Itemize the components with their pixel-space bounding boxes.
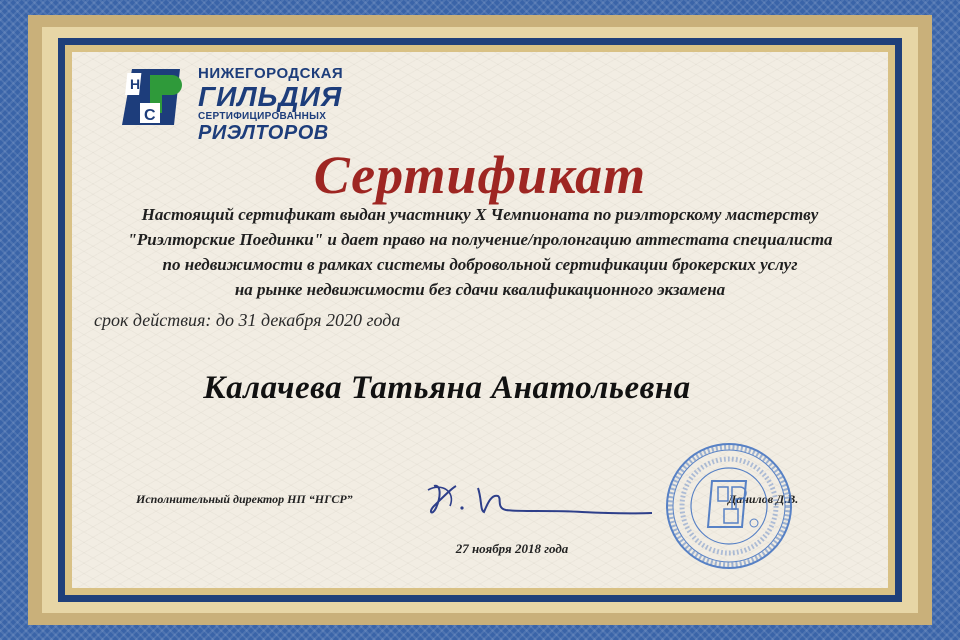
body-line: по недвижимости в рамках системы добровольной сертификации брокерских услуг xyxy=(162,255,798,274)
issue-date: 27 ноября 2018 года xyxy=(455,541,569,556)
recipient-name: Калачева Татьяна Анатольевна xyxy=(203,370,691,406)
certificate-title: Сертификат xyxy=(313,145,647,205)
logo-line-4: РИЭЛТОРОВ xyxy=(198,122,329,144)
logo-line-2: ГИЛЬДИЯ xyxy=(198,81,343,112)
guild-logo-icon xyxy=(120,67,190,137)
svg-text:H: H xyxy=(130,76,141,92)
director-title: Исполнительный директор НП “НГСР” xyxy=(136,492,353,506)
body-line: "Риэлторские Поединки" и дает право на получение/пролонгацию аттестата специалиста xyxy=(127,230,833,249)
body-line: Настоящий сертификат выдан участнику X Чемпионата по риэлторскому мастерству xyxy=(141,205,819,224)
certificate-body xyxy=(92,202,868,302)
handwritten-signature xyxy=(422,480,662,530)
validity-period: срок действия: до 31 декабря 2020 года xyxy=(94,310,401,330)
signer-name: Данилов Д.В. xyxy=(728,492,799,506)
guild-logo-text xyxy=(198,65,343,144)
logo-line-3: СЕРТИФИЦИРОВАННЫХ xyxy=(198,111,327,122)
logo-line-1: НИЖЕГОРОДСКАЯ xyxy=(198,65,344,82)
body-line: на рынке недвижимости без сдачи квалификационного экзамена xyxy=(234,280,726,299)
certificate-paper xyxy=(72,52,888,588)
svg-text:C: C xyxy=(144,107,156,124)
